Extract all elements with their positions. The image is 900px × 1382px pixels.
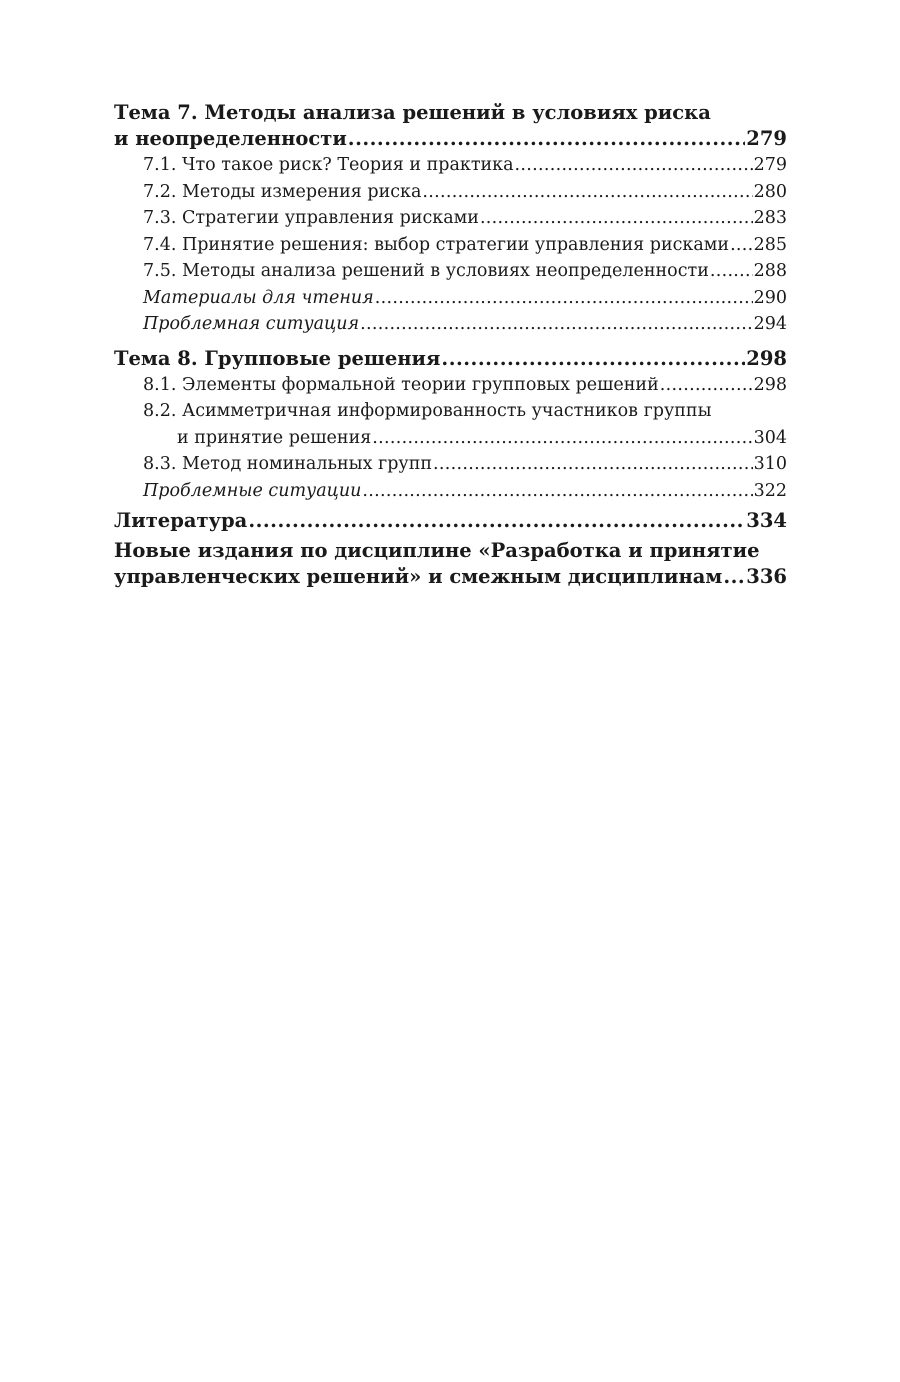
- toc-page-number: 279: [753, 155, 787, 175]
- dot-leader: [375, 285, 753, 312]
- toc-chapter-title: Литература: [114, 509, 248, 532]
- toc-section-7-1[interactable]: [114, 152, 787, 179]
- toc-section-title: 7.4. Принятие решения: выбор стратегии управления рисками: [143, 234, 730, 255]
- dot-leader: [660, 372, 753, 399]
- toc-page-number: 336: [746, 565, 787, 588]
- toc-chapter-topic7[interactable]: [114, 100, 787, 152]
- toc-section-problem-situations[interactable]: [114, 478, 787, 505]
- toc-page-number: 334: [746, 509, 787, 532]
- toc-section-title: 7.2. Методы измерения риска: [143, 181, 422, 202]
- toc-section-7-2[interactable]: [114, 179, 787, 206]
- toc-page-number: 294: [753, 314, 787, 334]
- toc-page-number: 288: [753, 261, 787, 281]
- toc-section-title: 7.3. Стратегии управления рисками: [143, 208, 479, 228]
- toc-chapter-literature[interactable]: [114, 508, 787, 534]
- dot-leader: [515, 152, 753, 179]
- toc-section-title: Проблемные ситуации: [143, 480, 362, 501]
- table-of-contents: [114, 100, 787, 590]
- dot-leader: [480, 205, 753, 232]
- dot-leader: [422, 179, 752, 206]
- dot-leader: [730, 232, 753, 259]
- toc-page-number: 304: [753, 427, 787, 448]
- toc-section-title: Материалы для чтения: [143, 287, 374, 308]
- toc-page-number: 310: [753, 454, 787, 474]
- dot-leader: [372, 425, 752, 452]
- dot-leader: [362, 478, 752, 505]
- toc-chapter-new-editions[interactable]: [114, 538, 787, 590]
- toc-page-number: 298: [753, 374, 787, 395]
- dot-leader: [360, 311, 752, 338]
- toc-section-7-5[interactable]: [114, 258, 787, 285]
- dot-leader: [441, 346, 745, 372]
- toc-page-number: 280: [753, 181, 787, 202]
- dot-leader: [710, 258, 753, 285]
- toc-chapter-title: Тема 8. Групповые решения: [114, 346, 441, 370]
- toc-chapter-title-line2: управленческих решений» и смежным дисциплинам: [114, 565, 723, 588]
- toc-chapter-title-line2: и неопределенности: [114, 127, 347, 150]
- toc-section-title: 7.1. Что такое риск? Теория и практика: [143, 155, 514, 175]
- dot-leader: [348, 126, 746, 152]
- toc-section-7-4[interactable]: [114, 232, 787, 259]
- toc-section-title-line1: 8.2. Асимметричная информированность участников группы: [143, 401, 712, 421]
- toc-section-8-2[interactable]: [114, 398, 787, 451]
- toc-section-problem-situation[interactable]: [114, 311, 787, 338]
- toc-section-8-3[interactable]: [114, 451, 787, 478]
- toc-page-number: 285: [753, 234, 787, 255]
- toc-section-title: Проблемная ситуация: [143, 314, 360, 334]
- toc-section-title: 8.3. Метод номинальных групп: [143, 454, 433, 474]
- toc-chapter-topic8[interactable]: [114, 346, 787, 372]
- toc-page-number: 290: [753, 287, 787, 308]
- toc-chapter-title-line1: Тема 7. Методы анализа решений в условиях риска: [114, 101, 711, 124]
- toc-section-title-line2: и принятие решения: [177, 427, 372, 448]
- toc-section-8-1[interactable]: [114, 372, 787, 399]
- toc-page-number: 298: [746, 346, 787, 370]
- toc-chapter-title-line1: Новые издания по дисциплине «Разработка и принятие: [114, 539, 760, 562]
- toc-page-number: 322: [753, 480, 787, 501]
- dot-leader: [248, 508, 745, 534]
- toc-page-number: 279: [746, 127, 787, 150]
- toc-section-title: 7.5. Методы анализа решений в условиях неопределенности: [143, 261, 709, 281]
- toc-section-title: 8.1. Элементы формальной теории групповых решений: [143, 374, 659, 395]
- toc-page-number: 283: [753, 208, 787, 228]
- toc-section-7-3[interactable]: [114, 205, 787, 232]
- toc-section-reading-materials[interactable]: [114, 285, 787, 312]
- dot-leader: [723, 564, 745, 590]
- dot-leader: [433, 451, 753, 478]
